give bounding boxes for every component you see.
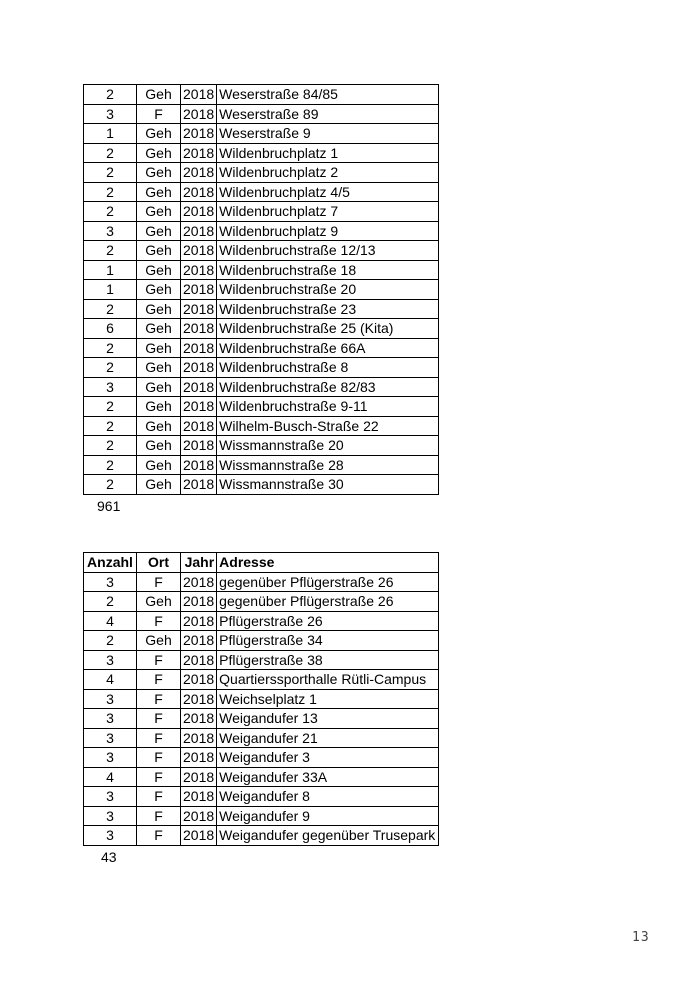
cell-jahr: 2018 — [181, 182, 217, 202]
table-row — [84, 611, 439, 631]
cell-ort: Geh — [137, 455, 181, 475]
header-ort: Ort — [137, 553, 181, 573]
table-row — [84, 572, 439, 592]
table-row — [84, 416, 439, 436]
cell-adresse: Wildenbruchplatz 7 — [217, 202, 439, 222]
cell-anzahl: 3 — [84, 377, 137, 397]
header-row — [84, 553, 439, 573]
cell-anzahl: 1 — [84, 124, 137, 144]
cell-adresse: Wildenbruchstraße 12/13 — [217, 241, 439, 261]
cell-adresse: Weserstraße 84/85 — [217, 85, 439, 105]
table-2-total: 43 — [101, 849, 117, 865]
table-row — [84, 806, 439, 826]
cell-ort: F — [137, 709, 181, 729]
cell-jahr: 2018 — [181, 124, 217, 144]
cell-adresse: Wissmannstraße 30 — [217, 475, 439, 495]
cell-jahr: 2018 — [181, 748, 217, 768]
cell-adresse: Wilhelm-Busch-Straße 22 — [217, 416, 439, 436]
table-1-total: 961 — [97, 498, 121, 514]
cell-anzahl: 3 — [84, 104, 137, 124]
cell-jahr: 2018 — [181, 436, 217, 456]
cell-adresse: Wildenbruchplatz 4/5 — [217, 182, 439, 202]
cell-ort: Geh — [137, 592, 181, 612]
table-row — [84, 143, 439, 163]
cell-jahr: 2018 — [181, 377, 217, 397]
cell-adresse: Wissmannstraße 20 — [217, 436, 439, 456]
cell-ort: F — [137, 689, 181, 709]
cell-jahr: 2018 — [181, 163, 217, 183]
cell-ort: F — [137, 650, 181, 670]
cell-ort: F — [137, 767, 181, 787]
table-row — [84, 202, 439, 222]
table-row — [84, 85, 439, 105]
cell-adresse: Weigandufer 21 — [217, 728, 439, 748]
cell-anzahl: 2 — [84, 241, 137, 261]
cell-ort: Geh — [137, 436, 181, 456]
cell-ort: Geh — [137, 124, 181, 144]
cell-jahr: 2018 — [181, 572, 217, 592]
cell-anzahl: 6 — [84, 319, 137, 339]
cell-jahr: 2018 — [181, 104, 217, 124]
table-row — [84, 826, 439, 846]
cell-jahr: 2018 — [181, 221, 217, 241]
table-row — [84, 221, 439, 241]
cell-ort: F — [137, 826, 181, 846]
cell-anzahl: 3 — [84, 650, 137, 670]
table-row — [84, 631, 439, 651]
cell-ort: Geh — [137, 631, 181, 651]
cell-jahr: 2018 — [181, 670, 217, 690]
cell-adresse: Pflügerstraße 26 — [217, 611, 439, 631]
table-header — [84, 553, 439, 573]
cell-adresse: gegenüber Pflügerstraße 26 — [217, 592, 439, 612]
cell-jahr: 2018 — [181, 592, 217, 612]
cell-adresse: Weigandufer 13 — [217, 709, 439, 729]
table-row — [84, 260, 439, 280]
cell-adresse: Weichselplatz 1 — [217, 689, 439, 709]
cell-adresse: Weserstraße 89 — [217, 104, 439, 124]
table-row — [84, 689, 439, 709]
cell-anzahl: 2 — [84, 397, 137, 417]
cell-adresse: Pflügerstraße 38 — [217, 650, 439, 670]
cell-adresse: Wissmannstraße 28 — [217, 455, 439, 475]
cell-adresse: Quartierssporthalle Rütli-Campus — [217, 670, 439, 690]
cell-jahr: 2018 — [181, 397, 217, 417]
cell-ort: Geh — [137, 143, 181, 163]
cell-jahr: 2018 — [181, 299, 217, 319]
cell-jahr: 2018 — [181, 767, 217, 787]
cell-jahr: 2018 — [181, 143, 217, 163]
cell-ort: Geh — [137, 358, 181, 378]
cell-ort: Geh — [137, 260, 181, 280]
cell-adresse: Wildenbruchstraße 25 (Kita) — [217, 319, 439, 339]
cell-anzahl: 2 — [84, 358, 137, 378]
cell-adresse: Wildenbruchstraße 23 — [217, 299, 439, 319]
cell-ort: Geh — [137, 319, 181, 339]
table-body — [84, 85, 439, 495]
table-row — [84, 455, 439, 475]
cell-adresse: gegenüber Pflügerstraße 26 — [217, 572, 439, 592]
cell-adresse: Wildenbruchstraße 9-11 — [217, 397, 439, 417]
address-table-2 — [83, 552, 439, 846]
cell-anzahl: 4 — [84, 611, 137, 631]
cell-adresse: Wildenbruchstraße 20 — [217, 280, 439, 300]
cell-anzahl: 3 — [84, 572, 137, 592]
cell-jahr: 2018 — [181, 202, 217, 222]
cell-ort: F — [137, 611, 181, 631]
table-row — [84, 650, 439, 670]
cell-adresse: Wildenbruchstraße 82/83 — [217, 377, 439, 397]
cell-ort: F — [137, 748, 181, 768]
cell-ort: Geh — [137, 338, 181, 358]
table-row — [84, 592, 439, 612]
cell-anzahl: 2 — [84, 416, 137, 436]
cell-anzahl: 3 — [84, 689, 137, 709]
cell-anzahl: 2 — [84, 436, 137, 456]
table-row — [84, 358, 439, 378]
cell-jahr: 2018 — [181, 709, 217, 729]
cell-jahr: 2018 — [181, 826, 217, 846]
table-row — [84, 787, 439, 807]
cell-anzahl: 3 — [84, 221, 137, 241]
table-body — [84, 572, 439, 845]
cell-adresse: Weigandufer 8 — [217, 787, 439, 807]
cell-anzahl: 1 — [84, 260, 137, 280]
cell-anzahl: 2 — [84, 475, 137, 495]
cell-anzahl: 2 — [84, 143, 137, 163]
cell-adresse: Wildenbruchplatz 9 — [217, 221, 439, 241]
cell-anzahl: 3 — [84, 709, 137, 729]
cell-ort: Geh — [137, 163, 181, 183]
cell-anzahl: 2 — [84, 85, 137, 105]
cell-anzahl: 4 — [84, 767, 137, 787]
cell-adresse: Wildenbruchstraße 18 — [217, 260, 439, 280]
header-anzahl: Anzahl — [84, 553, 137, 573]
header-adresse: Adresse — [217, 553, 439, 573]
cell-adresse: Weigandufer 3 — [217, 748, 439, 768]
address-table-1 — [83, 84, 439, 495]
cell-anzahl: 3 — [84, 748, 137, 768]
table-row — [84, 670, 439, 690]
cell-ort: F — [137, 104, 181, 124]
cell-anzahl: 2 — [84, 202, 137, 222]
cell-ort: Geh — [137, 377, 181, 397]
cell-jahr: 2018 — [181, 689, 217, 709]
cell-ort: Geh — [137, 299, 181, 319]
cell-jahr: 2018 — [181, 650, 217, 670]
cell-anzahl: 2 — [84, 338, 137, 358]
cell-ort: F — [137, 806, 181, 826]
cell-adresse: Wildenbruchstraße 66A — [217, 338, 439, 358]
table-row — [84, 124, 439, 144]
table-row — [84, 748, 439, 768]
cell-ort: F — [137, 670, 181, 690]
page-number: 13 — [632, 930, 650, 945]
cell-ort: F — [137, 787, 181, 807]
cell-jahr: 2018 — [181, 358, 217, 378]
table-row — [84, 163, 439, 183]
cell-jahr: 2018 — [181, 416, 217, 436]
cell-jahr: 2018 — [181, 728, 217, 748]
cell-anzahl: 2 — [84, 299, 137, 319]
cell-adresse: Wildenbruchplatz 2 — [217, 163, 439, 183]
table-row — [84, 104, 439, 124]
cell-anzahl: 2 — [84, 592, 137, 612]
cell-anzahl: 2 — [84, 631, 137, 651]
cell-ort: Geh — [137, 85, 181, 105]
cell-ort: Geh — [137, 475, 181, 495]
cell-adresse: Pflügerstraße 34 — [217, 631, 439, 651]
cell-adresse: Weigandufer 9 — [217, 806, 439, 826]
cell-jahr: 2018 — [181, 611, 217, 631]
table-row — [84, 319, 439, 339]
cell-anzahl: 3 — [84, 806, 137, 826]
table-row — [84, 280, 439, 300]
table-row — [84, 182, 439, 202]
table-row — [84, 397, 439, 417]
cell-adresse: Wildenbruchstraße 8 — [217, 358, 439, 378]
header-jahr: Jahr — [181, 553, 217, 573]
cell-jahr: 2018 — [181, 241, 217, 261]
cell-ort: Geh — [137, 202, 181, 222]
cell-anzahl: 4 — [84, 670, 137, 690]
cell-jahr: 2018 — [181, 85, 217, 105]
cell-anzahl: 3 — [84, 787, 137, 807]
cell-jahr: 2018 — [181, 787, 217, 807]
cell-anzahl: 3 — [84, 728, 137, 748]
cell-ort: F — [137, 728, 181, 748]
table-row — [84, 338, 439, 358]
cell-ort: Geh — [137, 280, 181, 300]
cell-jahr: 2018 — [181, 806, 217, 826]
table-row — [84, 241, 439, 261]
cell-ort: Geh — [137, 416, 181, 436]
table-row — [84, 767, 439, 787]
table-row — [84, 299, 439, 319]
cell-anzahl: 2 — [84, 163, 137, 183]
cell-ort: Geh — [137, 221, 181, 241]
table-row — [84, 377, 439, 397]
table-row — [84, 709, 439, 729]
cell-anzahl: 3 — [84, 826, 137, 846]
cell-ort: Geh — [137, 182, 181, 202]
cell-adresse: Weigandufer 33A — [217, 767, 439, 787]
cell-jahr: 2018 — [181, 338, 217, 358]
cell-adresse: Wildenbruchplatz 1 — [217, 143, 439, 163]
cell-anzahl: 2 — [84, 182, 137, 202]
cell-jahr: 2018 — [181, 260, 217, 280]
cell-adresse: Weigandufer gegenüber Trusepark — [217, 826, 439, 846]
cell-jahr: 2018 — [181, 631, 217, 651]
cell-jahr: 2018 — [181, 455, 217, 475]
table-row — [84, 475, 439, 495]
cell-ort: F — [137, 572, 181, 592]
cell-adresse: Weserstraße 9 — [217, 124, 439, 144]
cell-jahr: 2018 — [181, 280, 217, 300]
cell-ort: Geh — [137, 397, 181, 417]
table-row — [84, 728, 439, 748]
cell-anzahl: 2 — [84, 455, 137, 475]
cell-anzahl: 1 — [84, 280, 137, 300]
cell-jahr: 2018 — [181, 319, 217, 339]
cell-ort: Geh — [137, 241, 181, 261]
cell-jahr: 2018 — [181, 475, 217, 495]
table-row — [84, 436, 439, 456]
